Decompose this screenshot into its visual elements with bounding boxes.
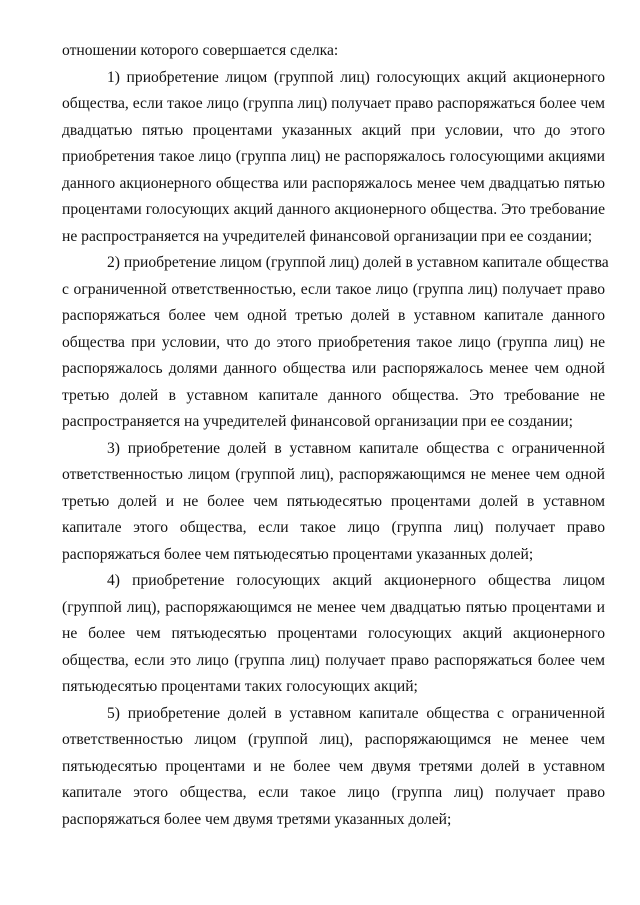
text-line: не распространяется на учредителей финансовой организации при ее создании; <box>62 227 593 245</box>
text-line: не более чем пятьюдесятью процентами голосующих акций акционерного <box>62 625 605 642</box>
text-line: общества, если это лицо (группа лиц) получает право распоряжаться более чем <box>62 651 605 669</box>
text-line: ответственностью лицом (группой лиц), распоряжающимся не менее чем <box>62 731 605 748</box>
text-line: общества, если такое лицо (группа лиц) получает право распоряжаться более чем <box>62 95 605 112</box>
paragraph-item-3 <box>62 436 605 569</box>
text-line: распоряжаться более чем пятьюдесятью процентами указанных долей; <box>62 545 534 563</box>
text-line: пятьюдесятью процентами таких голосующих акций; <box>62 678 418 695</box>
text-line: 1) приобретение лицом (группой лиц) голосующих акций акционерного <box>107 68 605 86</box>
text-line: третью долей и не более чем пятьюдесятью процентами долей в уставном <box>62 492 605 510</box>
text-line: 5) приобретение долей в уставном капитале общества с ограниченной <box>107 704 605 722</box>
text-line: распоряжаться более чем одной третью долей в уставном капитале данного <box>62 307 605 324</box>
text-line: распространяется на учредителей финансовой организации при ее создании; <box>62 413 573 430</box>
text-line: 3) приобретение долей в уставном капитале общества с ограниченной <box>107 439 605 457</box>
paragraph-item-4 <box>62 568 605 701</box>
text-line: распоряжаться более чем двумя третями указанных долей; <box>62 810 452 828</box>
text-line: приобретения такое лицо (группа лиц) не распоряжалось голосующими акциями <box>62 148 605 165</box>
text-line: капитале этого общества, если такое лицо (группа лиц) получает право <box>62 784 605 801</box>
paragraph-item-2 <box>62 250 609 436</box>
paragraph-item-5 <box>62 701 605 834</box>
text-line: распоряжалось долями данного общества или распоряжалось менее чем одной <box>62 360 605 377</box>
text-line: 2) приобретение лицом (группой лиц) долей в уставном капитале общества <box>107 254 609 271</box>
text-line: капитале этого общества, если такое лицо (группа лиц) получает право <box>62 519 605 536</box>
text-line: третью долей в уставном капитале данного общества. Это требование не <box>62 386 605 404</box>
paragraph-item-1 <box>62 65 605 251</box>
text-line: общества при условии, что до этого приобретения такое лицо (группа лиц) не <box>62 333 605 351</box>
text-line: ответственностью лицом (группой лиц), распоряжающимся не менее чем одной <box>62 466 605 483</box>
document-page <box>62 38 609 833</box>
text-line: с ограниченной ответственностью, если такое лицо (группа лиц) получает право <box>62 280 605 298</box>
text-line: двадцатью пятью процентами указанных акций при условии, что до этого <box>62 121 605 139</box>
text-line: (группой лиц), распоряжающимся не менее чем двадцатью пятью процентами и <box>62 598 605 616</box>
paragraph-intro <box>62 38 605 65</box>
text-line: данного акционерного общества или распоряжалось менее чем двадцатью пятью <box>62 174 605 192</box>
text-line: 4) приобретение голосующих акций акционерного общества лицом <box>107 572 605 589</box>
text-line: пятьюдесятью процентами и не более чем двумя третями долей в уставном <box>62 757 605 775</box>
text-line: отношении которого совершается сделка: <box>62 42 339 59</box>
text-line: процентами голосующих акций данного акционерного общества. Это требование <box>62 201 605 218</box>
